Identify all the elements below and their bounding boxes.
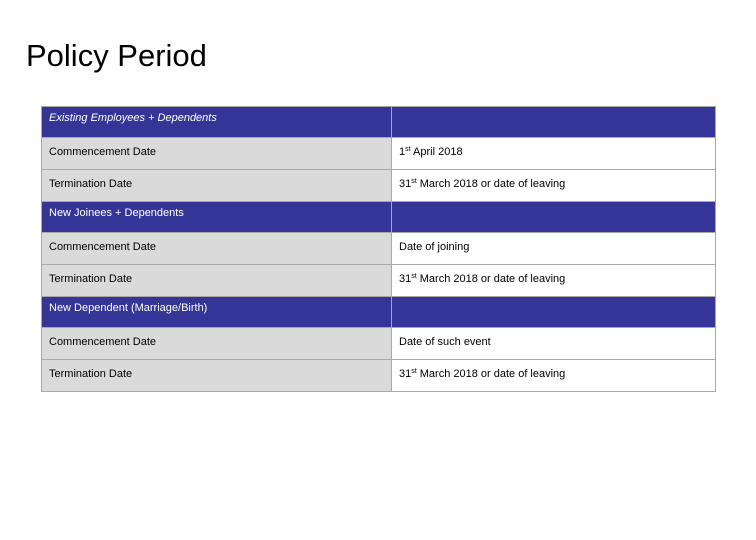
- value-ordinal-suffix: st: [405, 146, 411, 153]
- row-label: Commencement Date: [42, 233, 392, 265]
- value-text: March 2018 or date of leaving: [416, 273, 566, 285]
- policy-period-table: [41, 106, 716, 392]
- row-value: Date of joining: [392, 233, 716, 265]
- row-label: Termination Date: [42, 170, 392, 202]
- row-label: Commencement Date: [42, 138, 392, 170]
- section-header-existing-employees: Existing Employees + Dependents: [42, 107, 392, 138]
- table-row: [42, 328, 716, 360]
- value-text: March 2018 or date of leaving: [416, 368, 566, 380]
- section-header-new-joinees: New Joinees + Dependents: [42, 202, 392, 233]
- section-header-empty-cell: [392, 297, 716, 328]
- value-ordinal-suffix: st: [411, 273, 417, 280]
- row-value: Date of such event: [392, 328, 716, 360]
- row-value: [392, 138, 716, 170]
- value-ordinal-suffix: st: [411, 368, 417, 375]
- row-value: [392, 265, 716, 297]
- table-row: [42, 138, 716, 170]
- section-header-new-dependent: New Dependent (Marriage/Birth): [42, 297, 392, 328]
- table-row: [42, 233, 716, 265]
- row-label: Termination Date: [42, 360, 392, 392]
- value-number: 31: [399, 178, 412, 190]
- row-value: [392, 360, 716, 392]
- value-number: 1: [399, 146, 406, 158]
- value-number: 31: [399, 273, 412, 285]
- section-header-row: [42, 297, 716, 328]
- table-row: [42, 265, 716, 297]
- section-header-row: [42, 202, 716, 233]
- row-label: Commencement Date: [42, 328, 392, 360]
- row-label: Termination Date: [42, 265, 392, 297]
- section-header-empty-cell: [392, 107, 716, 138]
- value-number: 31: [399, 368, 412, 380]
- table-row: [42, 360, 716, 392]
- table-row: [42, 170, 716, 202]
- value-text: April 2018: [410, 146, 463, 158]
- section-header-row: [42, 107, 716, 138]
- page-title: Policy Period: [26, 38, 207, 73]
- section-header-empty-cell: [392, 202, 716, 233]
- value-text: March 2018 or date of leaving: [416, 178, 566, 190]
- row-value: [392, 170, 716, 202]
- value-ordinal-suffix: st: [411, 178, 417, 185]
